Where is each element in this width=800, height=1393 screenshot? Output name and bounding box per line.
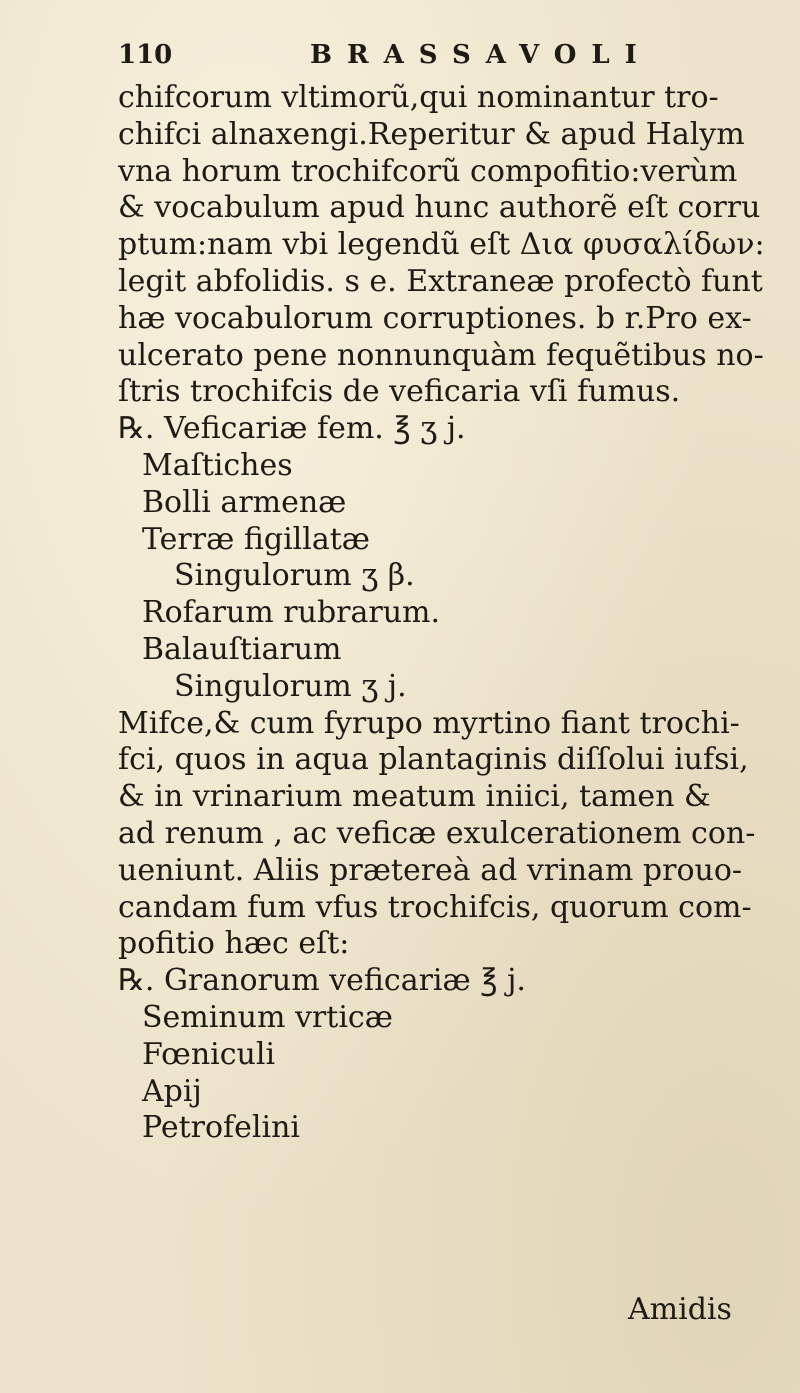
recipe-ingredient: Maſtiches	[142, 447, 293, 483]
text-line: fci, quos in aqua plantaginis diſſolui iufsi,	[118, 742, 749, 778]
catchword: Amidis	[628, 1292, 732, 1327]
body-text	[118, 80, 798, 1147]
recipe-line: ℞. Veficariæ fem. ℥ ʒ j.	[118, 411, 466, 447]
recipe-ingredient: Petrofelini	[142, 1110, 301, 1146]
recipe-line: ℞. Granorum veficariæ ℥ j.	[118, 963, 526, 999]
recipe-quantity: Singulorum ʒ β.	[174, 558, 415, 594]
recipe-ingredient: Fœniculi	[142, 1036, 276, 1072]
recipe-ingredient: Bolli armenæ	[142, 484, 347, 520]
text-line: chifcorum vltimorũ,qui nominantur tro-	[118, 80, 719, 115]
page-number: 110	[118, 40, 173, 70]
text-line: pofitio hæc eſt:	[118, 926, 350, 962]
recipe-quantity: Singulorum ʒ j.	[174, 668, 407, 704]
text-line: hæ vocabulorum corruptiones. b r.Pro ex-	[118, 300, 752, 336]
text-line: Mifce,& cum fyrupo myrtino fiant trochi-	[118, 705, 740, 741]
text-line: candam fum vfus trochifcis, quorum com-	[118, 889, 752, 925]
recipe-ingredient: Seminum vrticæ	[142, 999, 393, 1035]
recipe-ingredient: Rofarum rubrarum.	[142, 595, 441, 631]
text-line: ptum:nam vbi legendũ eſt Δια φυσαλίδων:	[118, 227, 765, 263]
text-line: chifci alnaxengi.Reperitur & apud Halym	[118, 116, 745, 152]
running-head	[118, 40, 678, 80]
recipe-ingredient: Terræ figillatæ	[142, 521, 370, 557]
text-line: & in vrinarium meatum iniici, tamen &	[118, 779, 711, 815]
text-line: ulcerato pene nonnunquàm fequẽtibus no-	[118, 337, 764, 373]
running-title: BRASSAVOLI	[310, 40, 652, 70]
text-line: ſtris trochifcis de veficaria vſi fumus.	[118, 374, 681, 410]
text-line: ad renum , ac veficæ exulcerationem con-	[118, 815, 756, 851]
recipe-ingredient: Apij	[142, 1073, 202, 1109]
text-line: legit abfolidis. s e. Extraneæ profectò funt	[118, 263, 763, 299]
text-line: vna horum trochifcorũ compofitio:verùm	[118, 153, 738, 189]
text-line: & vocabulum apud hunc authorẽ eſt corru	[118, 190, 761, 226]
text-line: ueniunt. Aliis prætereà ad vrinam prouo-	[118, 852, 743, 888]
recipe-ingredient: Balauſtiarum	[142, 631, 342, 667]
